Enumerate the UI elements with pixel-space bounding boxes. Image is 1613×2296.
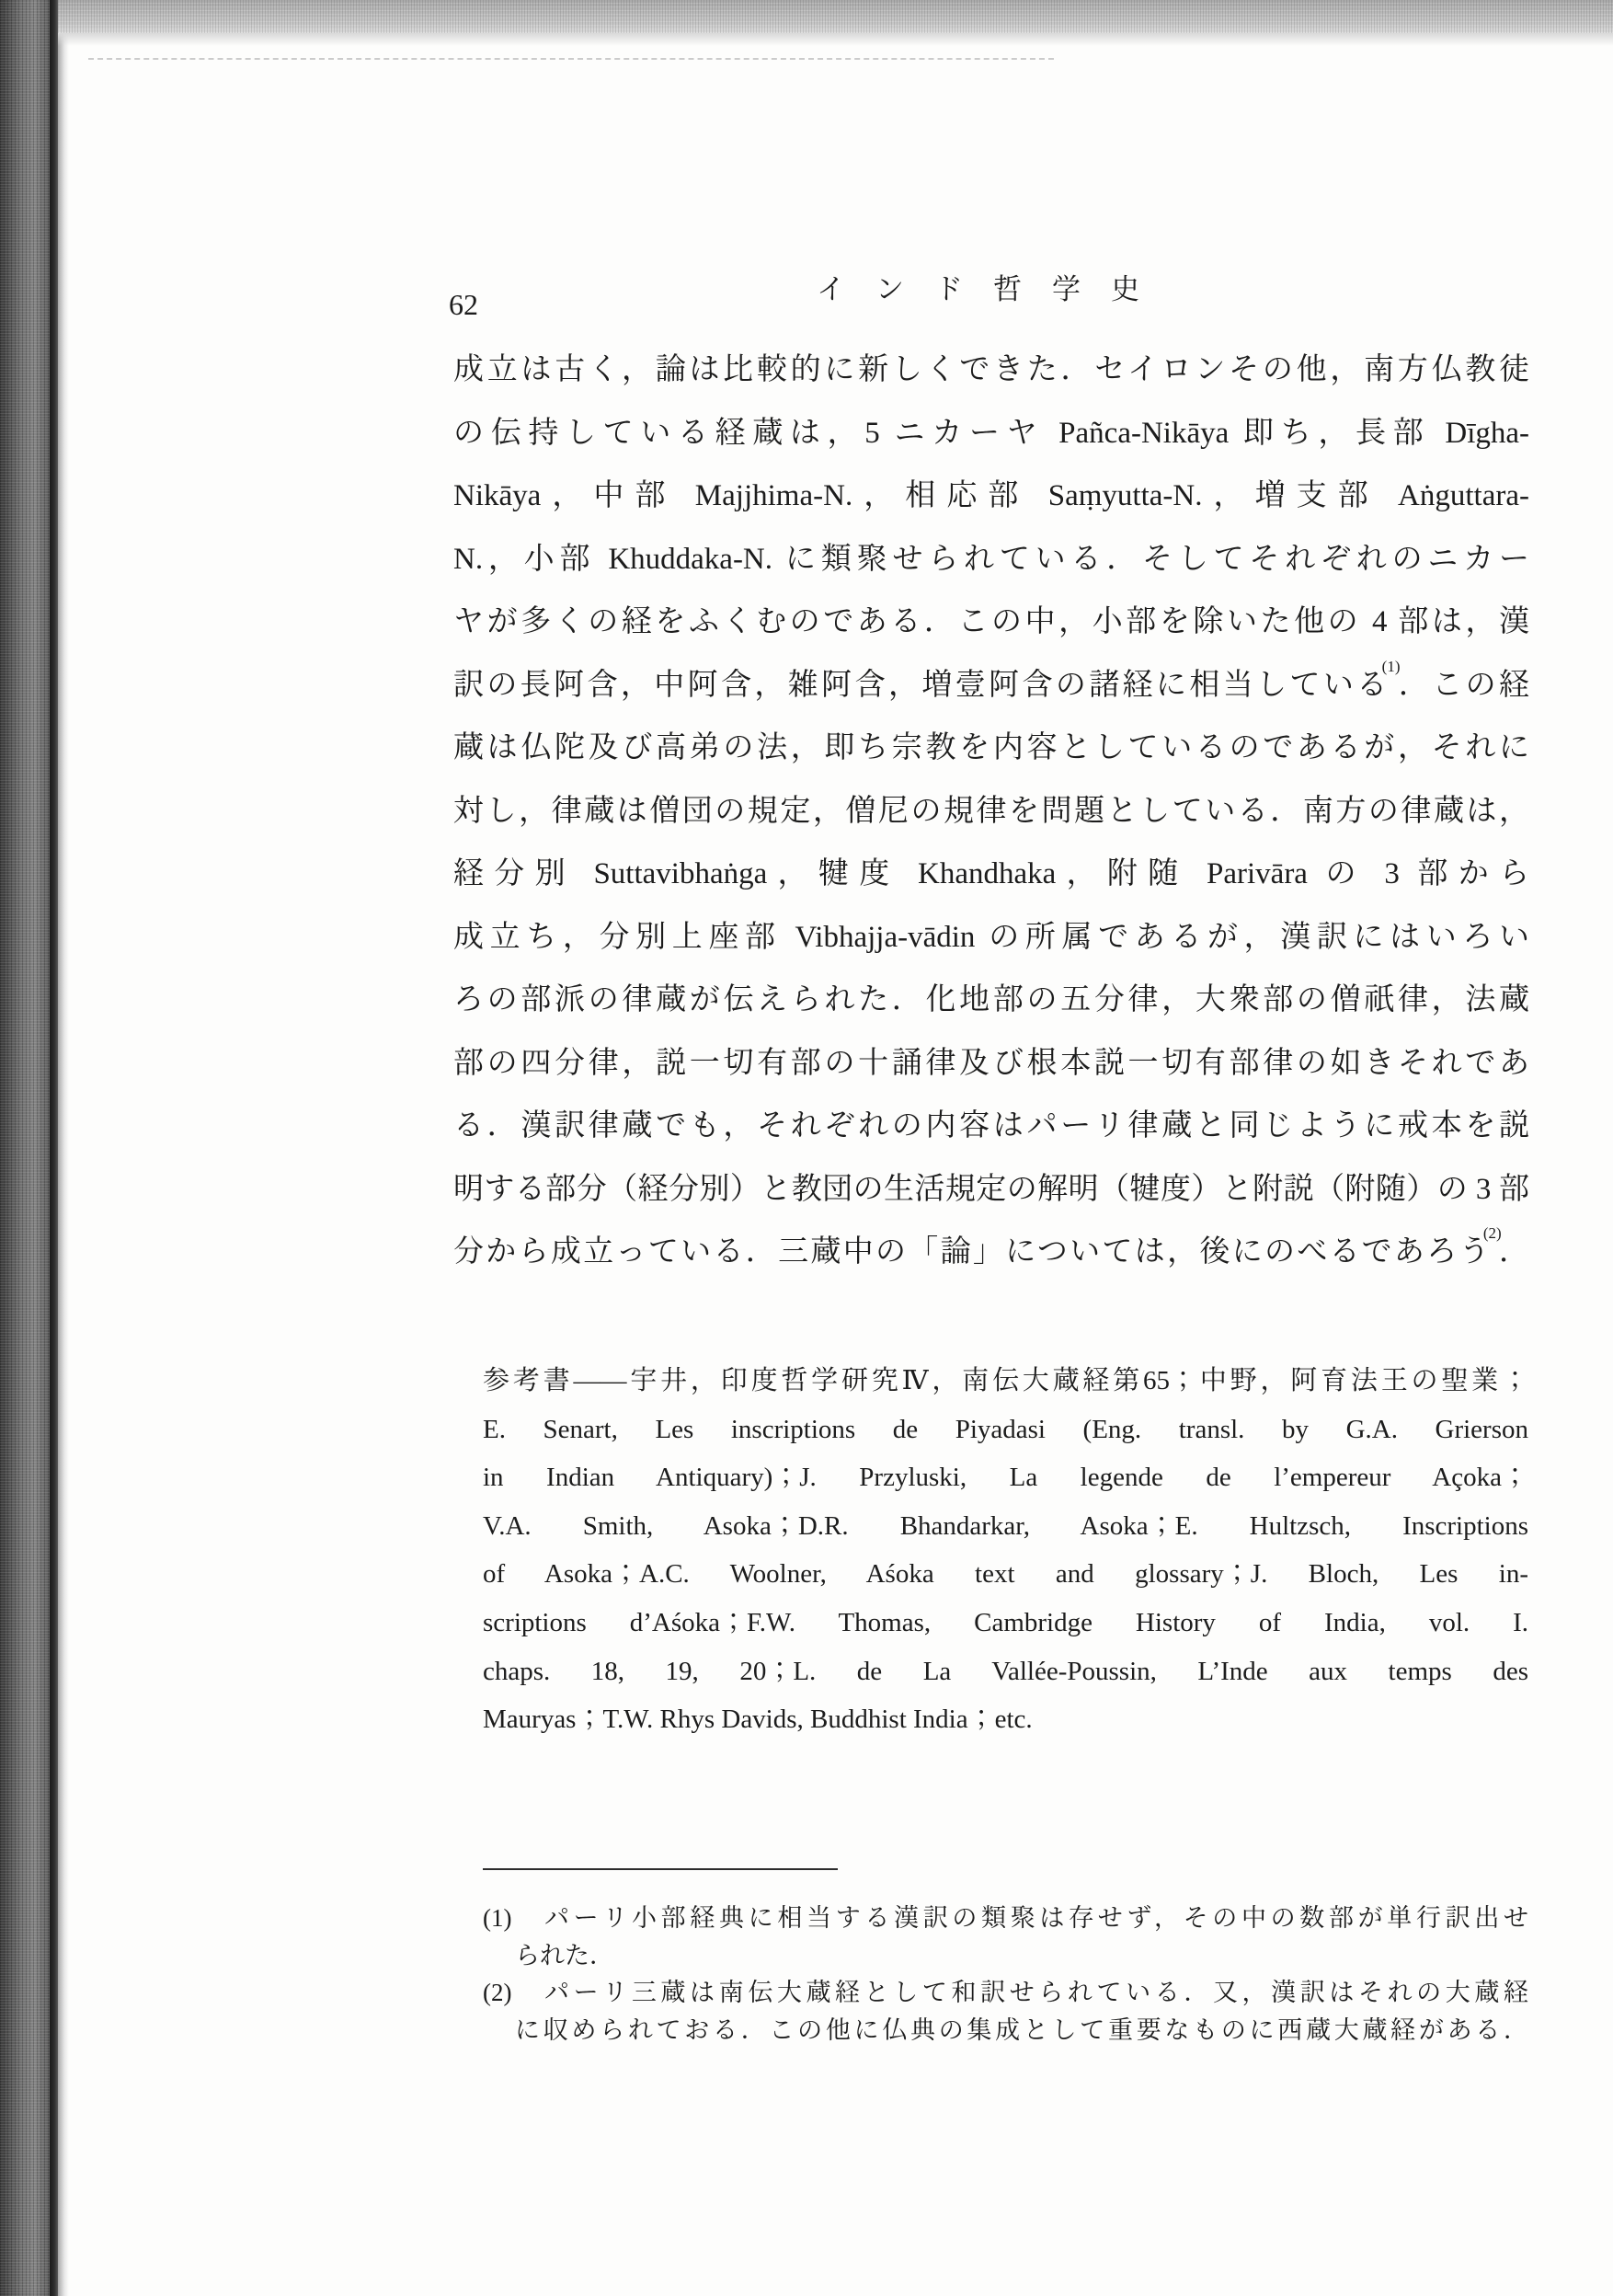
body-line: 経分別 Suttavibhaṅga，犍度 Khandhaka，附随 Parivāra の 3 部から: [453, 857, 1529, 890]
footnote-reference-1: (1): [1381, 657, 1401, 675]
body-line: ヤが多くの経をふくむのである．この中，小部を除いた他の 4 部は，漢: [453, 605, 1529, 638]
body-text: [453, 339, 1529, 1284]
reference-line: V.A. Smith, Asoka；D.R. Bhandarkar, Asoka；E. Hultzsch, Inscriptions: [483, 1510, 1528, 1541]
body-line: 成立は古く，論は比較的に新しくできた．セイロンその他，南方仏教徒: [453, 353, 1529, 386]
reference-line: in Indian Antiquary)；J. Przyluski, La legende de l’empereur Açoka；: [483, 1463, 1528, 1493]
body-line: 蔵は仏陀及び高弟の法，即ち宗教を内容としているのであるが，それに: [453, 731, 1529, 764]
body-line: る．漢訳律蔵でも，それぞれの内容はパーリ律蔵と同じように戒本を説: [453, 1109, 1529, 1142]
scan-top-edge: [58, 0, 1613, 33]
body-line: [453, 1221, 1529, 1284]
body-line: [453, 654, 1529, 718]
footnote-text: パーリ小部経典に相当する漢訳の類聚は存せず，その中の数部が単行訳出せ: [544, 1904, 1528, 1932]
reference-line: 参考書――宇井，印度哲学研究Ⅳ，南伝大蔵経第65；中野，阿育法王の聖業；: [483, 1366, 1528, 1395]
body-line: N.，小部 Khuddaka-N. に類聚せられている．そしてそれぞれのニカー: [453, 542, 1529, 576]
body-line: 成立ち，分別上座部 Vibhajja-vādin の所属であるが，漢訳にはいろい: [453, 920, 1529, 954]
body-line: の伝持している経蔵は，5 ニカーヤ Pañca-Nikāya 即ち，長部 Dīgha-: [453, 416, 1529, 450]
footnote-line: [483, 1937, 1528, 1975]
footnote-line: [483, 1900, 1528, 1937]
body-line: 部の四分律，説一切有部の十誦律及び根本説一切有部律の如きそれであ: [453, 1046, 1529, 1080]
footnote-text: られた．: [515, 1941, 614, 1969]
page-edge-fade: [58, 0, 69, 2296]
references: [483, 1357, 1528, 1744]
footnote-line: [483, 2012, 1528, 2049]
body-line-text: 分から成立っている．三蔵中の「論」については，後にのべるであろう: [453, 1235, 1492, 1269]
footnote-rule: [483, 1868, 838, 1870]
footnotes: [483, 1900, 1528, 2049]
body-line: 明する部分（経分別）と教団の生活規定の解明（犍度）と附説（附随）の 3 部: [453, 1172, 1529, 1206]
footnote-marker: (1): [483, 1904, 512, 1932]
reference-line: Mauryas；T.W. Rhys Davids, Buddhist India；etc.: [483, 1705, 1033, 1735]
reference-line: scriptions d’Aśoka；F.W. Thomas, Cambridge History of India, vol. I.: [483, 1607, 1528, 1637]
reference-line: chaps. 18, 19, 20；L. de La Vallée-Poussin, L’Inde aux temps des: [483, 1656, 1528, 1686]
reference-line: of Asoka；A.C. Woolner, Aśoka text and glossary；J. Bloch, Les in-: [483, 1559, 1528, 1590]
body-line: ろの部派の律蔵が伝えられた．化地部の五分律，大衆部の僧祇律，法蔵: [453, 983, 1529, 1016]
running-head: インド哲学史: [817, 273, 1170, 305]
scan-top-fade: [58, 33, 1613, 46]
footnote-text: に収められておる．この他に仏典の集成として重要なものに西蔵大蔵経がある．: [515, 2016, 1528, 2045]
page-edge: [50, 0, 58, 2296]
body-line-text-after: ．: [1496, 1235, 1529, 1269]
scan-artifact-line: [88, 58, 1054, 60]
footnote-line: [483, 1974, 1528, 2012]
reference-line: E. Senart, Les inscriptions de Piyadasi (Eng. transl. by G.A. Grierson: [483, 1414, 1528, 1444]
footnote-marker: (2): [483, 1979, 512, 2007]
body-line: 対し，律蔵は僧団の規定，僧尼の規律を問題としている．南方の律蔵は，: [453, 794, 1529, 828]
footnote-text: パーリ三蔵は南伝大蔵経として和訳せられている．又，漢訳はそれの大蔵経: [544, 1979, 1528, 2007]
footnote-reference-2: (2): [1482, 1224, 1502, 1242]
page-number: 62: [449, 288, 478, 321]
body-line-text: 訳の長阿含，中阿含，雑阿含，増壹阿含の諸経に相当している: [453, 668, 1390, 702]
body-line: Nikāya，中部 Majjhima-N.，相応部 Saṃyutta-N.，増支部 Aṅguttara-: [453, 479, 1529, 512]
body-line-text-after: ．この経: [1395, 668, 1529, 702]
binding-shadow: [0, 0, 50, 2296]
